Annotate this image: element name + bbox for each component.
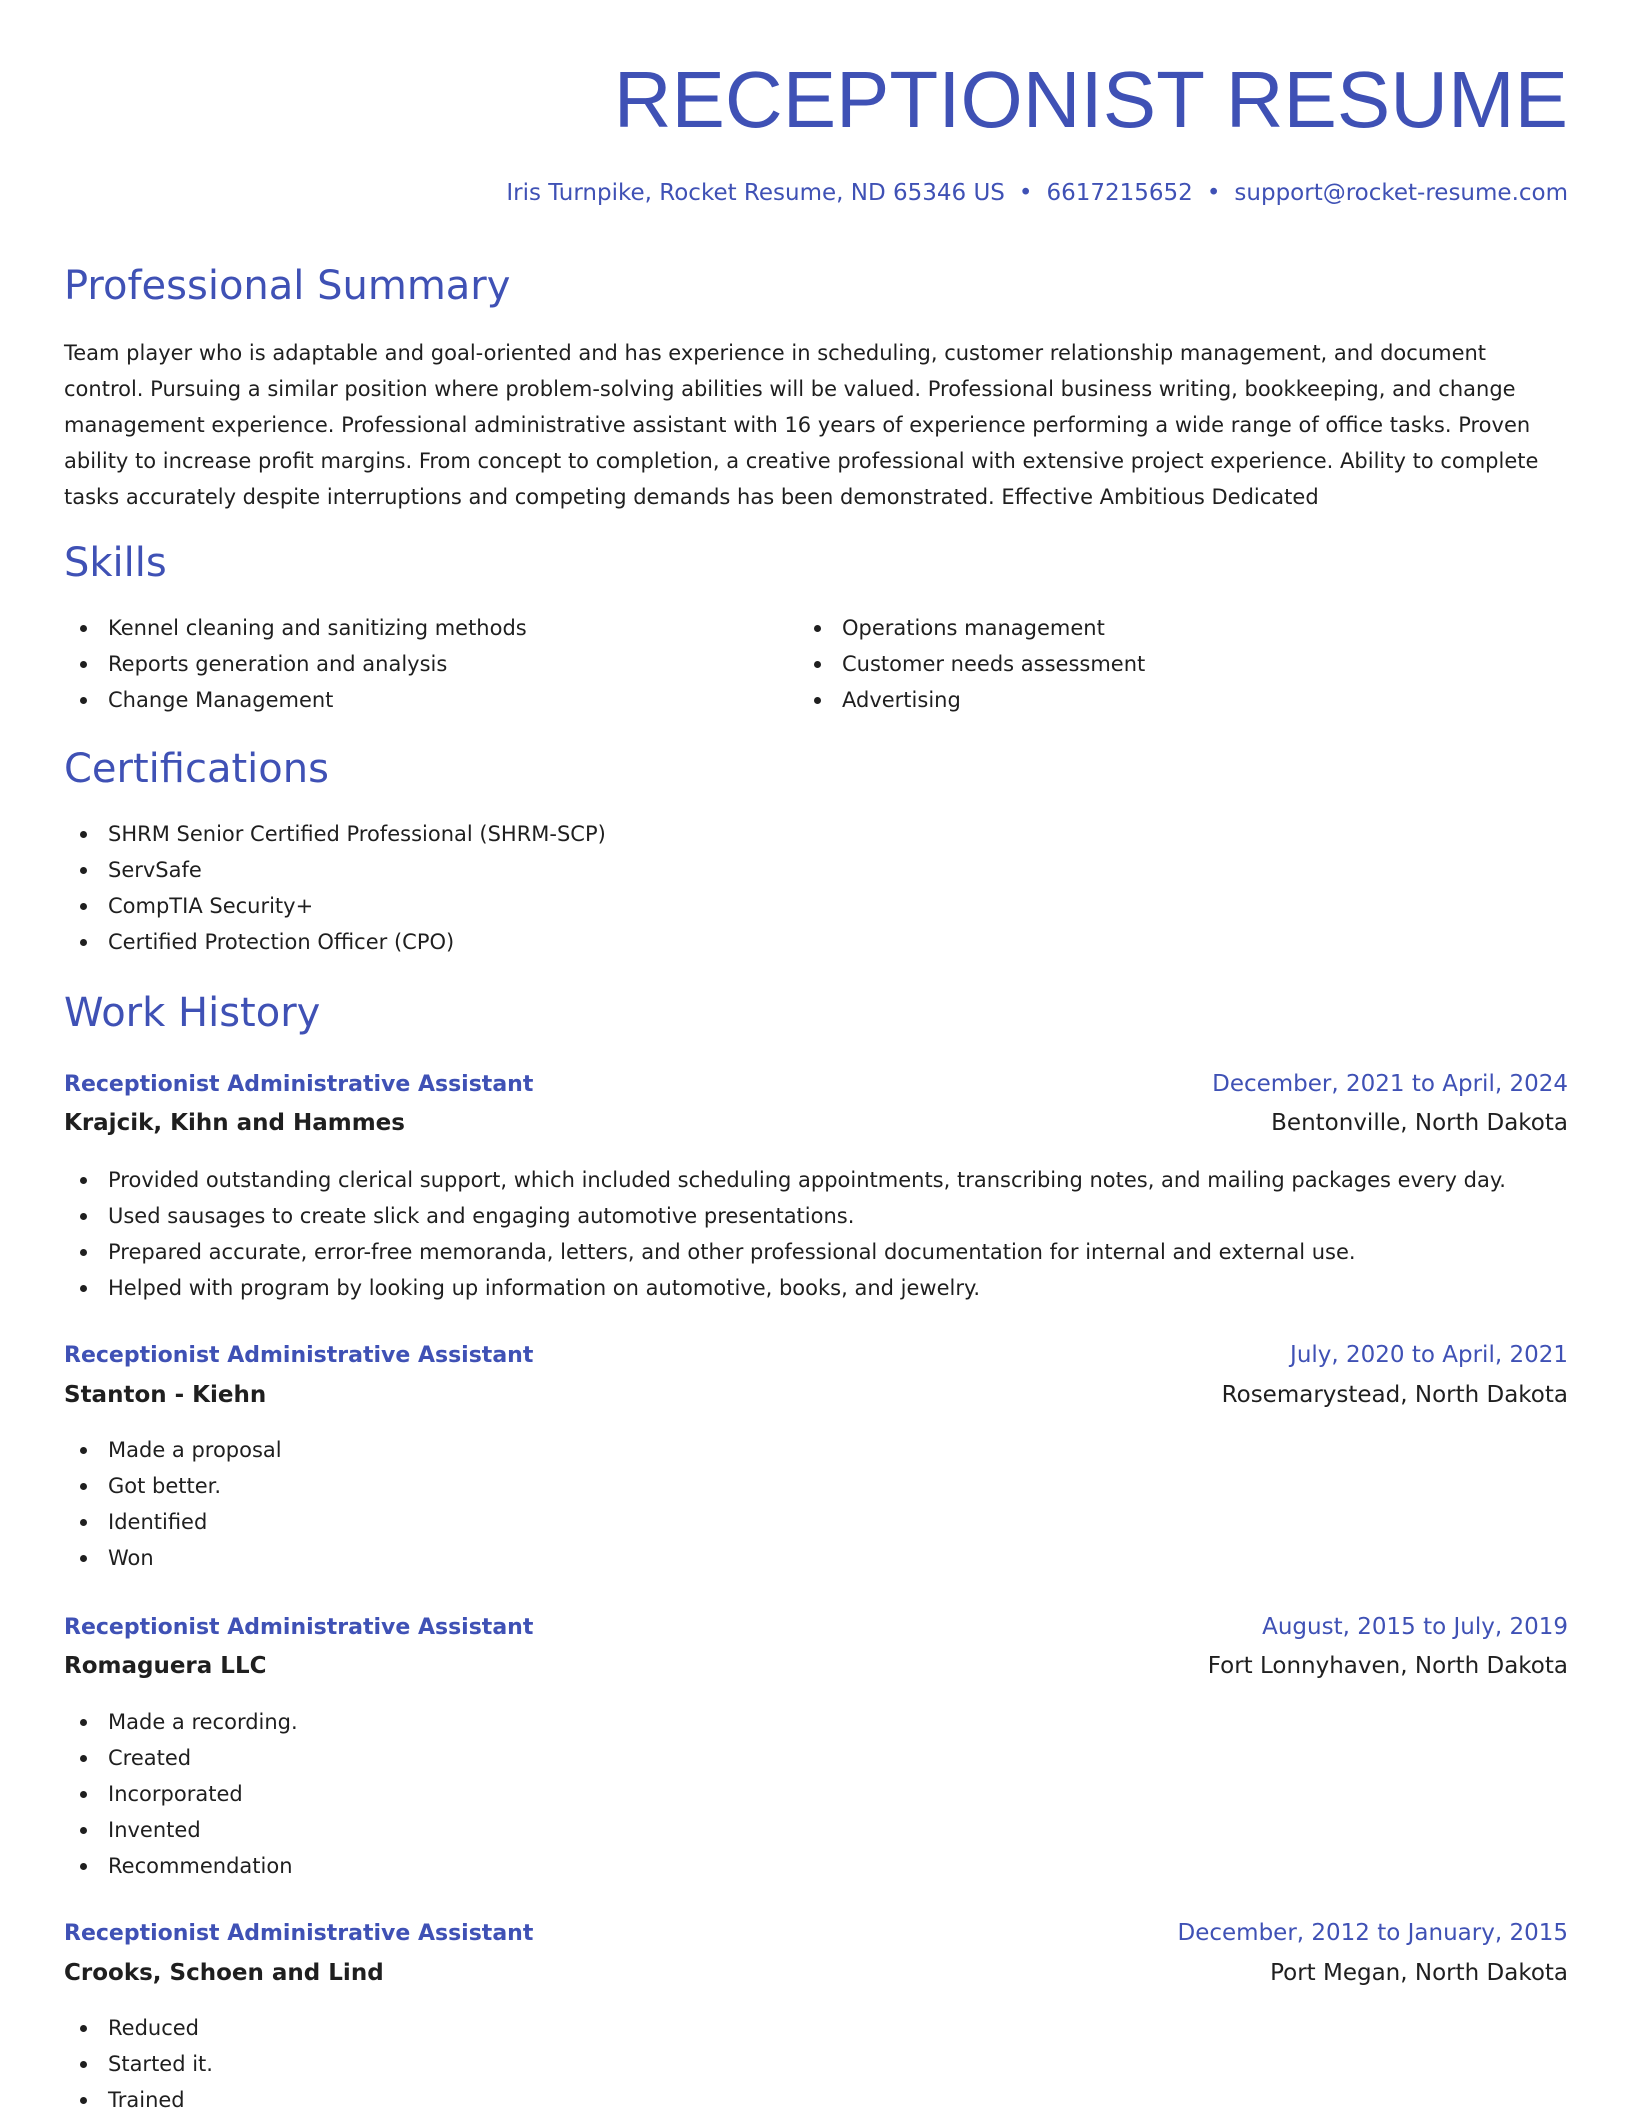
certifications-list: [64, 816, 606, 960]
skill-item: Advertising: [798, 682, 1145, 718]
job-bullet: Prepared accurate, error-free memoranda, letters, and other professional documentation for internal and external use.: [64, 1234, 1506, 1270]
skill-item: Reports generation and analysis: [64, 646, 527, 682]
job-bullet: Helped with program by looking up information on automotive, books, and jewelry.: [64, 1270, 1506, 1306]
skills-list-left: [64, 610, 527, 718]
summary-heading: Professional Summary: [64, 263, 511, 309]
job-company: Stanton - Kiehn: [64, 1382, 267, 1408]
contact-line: [506, 180, 1568, 206]
job-location: Rosemarystead, North Dakota: [1221, 1382, 1568, 1408]
job-bullet: Trained: [64, 2082, 213, 2118]
job-company: Romaguera LLC: [64, 1653, 267, 1679]
job-dates: December, 2021 to April, 2024: [1212, 1071, 1568, 1097]
skills-heading: Skills: [64, 540, 167, 586]
job-title: Receptionist Administrative Assistant: [64, 1921, 534, 1946]
skill-item: Operations management: [798, 610, 1145, 646]
certification-item: SHRM Senior Certified Professional (SHRM-SCP): [64, 816, 606, 852]
contact-email: support@rocket-resume.com: [1234, 180, 1568, 206]
contact-phone: 6617215652: [1046, 180, 1193, 206]
job-title: Receptionist Administrative Assistant: [64, 1343, 534, 1368]
job-bullets: [64, 2010, 213, 2118]
job-dates: July, 2020 to April, 2021: [1290, 1342, 1568, 1368]
certification-item: CompTIA Security+: [64, 888, 606, 924]
skill-item: Kennel cleaning and sanitizing methods: [64, 610, 527, 646]
job-title: Receptionist Administrative Assistant: [64, 1615, 534, 1640]
job-bullet: Identified: [64, 1504, 282, 1540]
job-bullet: Reduced: [64, 2010, 213, 2046]
certification-item: Certified Protection Officer (CPO): [64, 924, 606, 960]
job-bullet: Made a recording.: [64, 1704, 298, 1740]
job-bullet: Made a proposal: [64, 1432, 282, 1468]
job-bullet: Used sausages to create slick and engaging automotive presentations.: [64, 1198, 1506, 1234]
job-bullet: Recommendation: [64, 1848, 298, 1884]
job-bullet: Won: [64, 1540, 282, 1576]
contact-separator: •: [1206, 180, 1221, 206]
job-location: Fort Lonnyhaven, North Dakota: [1207, 1653, 1568, 1679]
job-bullet: Invented: [64, 1812, 298, 1848]
skill-item: Customer needs assessment: [798, 646, 1145, 682]
job-company: Krajcik, Kihn and Hammes: [64, 1110, 405, 1136]
job-bullets: [64, 1704, 298, 1884]
job-title: Receptionist Administrative Assistant: [64, 1072, 534, 1097]
contact-address: Iris Turnpike, Rocket Resume, ND 65346 US: [506, 180, 1005, 206]
job-bullet: Started it.: [64, 2046, 213, 2082]
certification-item: ServSafe: [64, 852, 606, 888]
job-bullet: Provided outstanding clerical support, which included scheduling appointments, transcribing notes, and mailing packages every day.: [64, 1162, 1506, 1198]
job-location: Port Megan, North Dakota: [1270, 1960, 1568, 1986]
resume-title: RECEPTIONIST RESUME: [613, 55, 1568, 144]
job-location: Bentonville, North Dakota: [1271, 1110, 1568, 1136]
certifications-heading: Certifications: [64, 746, 329, 792]
summary-text: Team player who is adaptable and goal-oriented and has experience in scheduling, customer relationship management, and document control. Pursuing a similar position where problem-solving abilities will be valued. Professional business writing, bookkeeping, and change management experience. Professional administrative assistant with 16 years of experience performing a wide range of office tasks. Proven ability to increase profit margins. From concept to completion, a creative professional with extensive project experience. Ability to complete tasks accurately despite interruptions and competing demands has been demonstrated. Effective Ambitious Dedicated: [64, 341, 1539, 509]
job-dates: August, 2015 to July, 2019: [1262, 1614, 1568, 1640]
contact-separator: •: [1018, 180, 1033, 206]
job-bullets: [64, 1162, 1506, 1306]
skills-list-right: [798, 610, 1145, 718]
job-bullets: [64, 1432, 282, 1576]
job-company: Crooks, Schoen and Lind: [64, 1960, 384, 1986]
job-dates: December, 2012 to January, 2015: [1177, 1920, 1568, 1946]
skill-item: Change Management: [64, 682, 527, 718]
job-bullet: Got better.: [64, 1468, 282, 1504]
job-bullet: Created: [64, 1740, 298, 1776]
work-history-heading: Work History: [64, 990, 321, 1036]
job-bullet: Incorporated: [64, 1776, 298, 1812]
